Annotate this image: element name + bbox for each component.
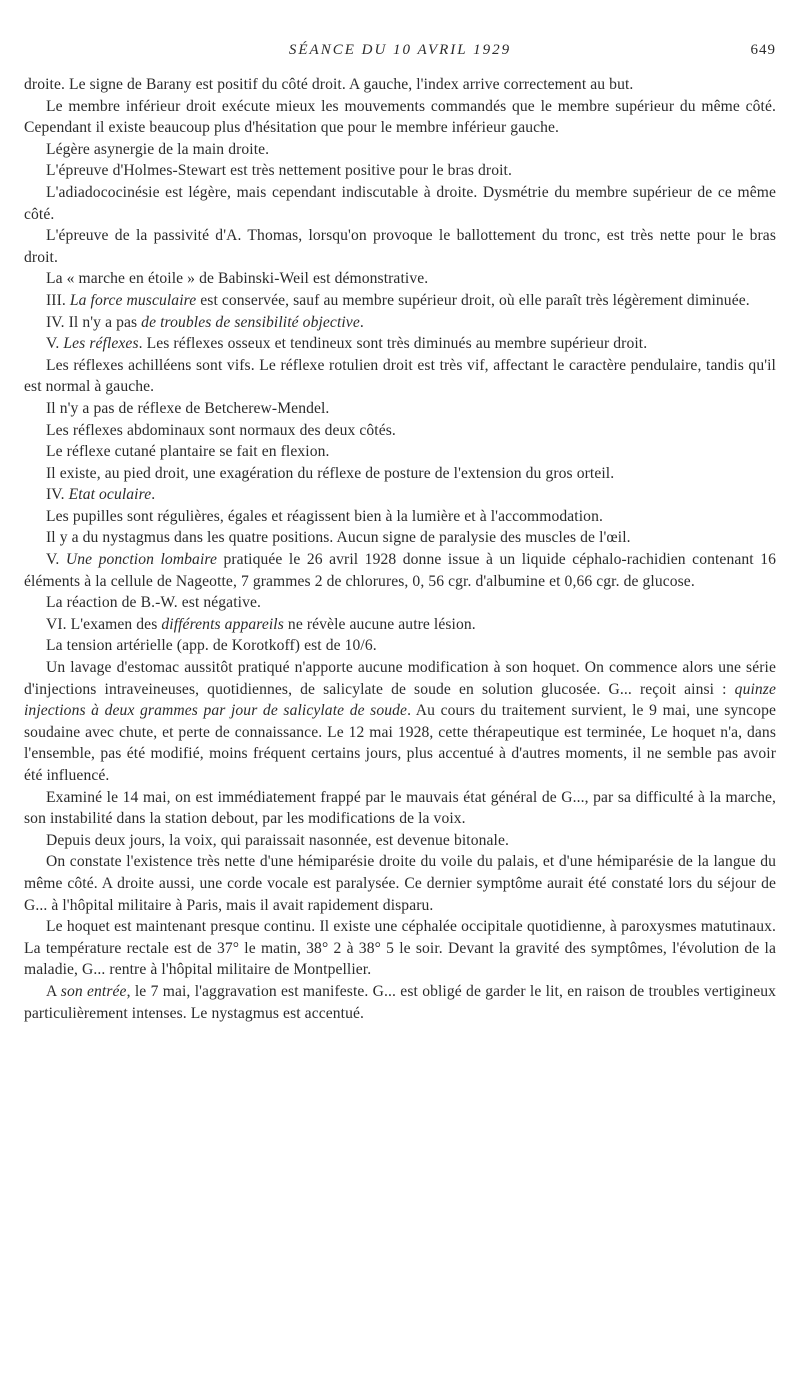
italic-text: de troubles de sensibilité objective: [141, 313, 360, 331]
italic-text: quinze injections à deux grammes par jour de salicylate de soude: [24, 680, 776, 720]
text-run: Le hoquet est maintenant presque continu. Il existe une céphalée occipitale quotidienne, à paroxysmes matutinaux. La température rectale est de 37° le matin, 38° 2 à 38° 5 le soir. Devant la gravité des symptômes, l'évolution de la maladie, G... rentre à l'hôpital militaire de Montpellier.: [24, 918, 776, 979]
paragraph: [24, 549, 776, 592]
paragraph: [24, 830, 776, 852]
paragraph: [24, 981, 776, 1024]
text-run: pratiquée le 26 avril 1928 donne issue à un liquide céphalo-rachidien contenant 16 éléments à la cellule de Nageotte, 7 grammes 2 de chlorures, 0, 56 cgr. d'albumine et 0,66 cgr. de glucose.: [24, 551, 776, 590]
paragraph: [24, 614, 776, 636]
text-run: Un lavage d'estomac aussitôt pratiqué n'apporte aucune modification à son hoquet. On commence alors une série d'injections intraveineuses, quotidiennes, de salicylate de soude en solution glucosée. G... reçoit ainsi :: [24, 659, 776, 698]
text-run: Le réflexe cutané plantaire se fait en flexion.: [46, 443, 330, 461]
text-run: La réaction de B.-W. est négative.: [46, 594, 261, 612]
paragraph: [24, 139, 776, 161]
text-run: .: [359, 313, 364, 331]
text-run: IV. Il n'y a pas: [46, 313, 142, 331]
italic-text: Etat oculaire: [68, 486, 152, 504]
text-run: L'épreuve d'Holmes-Stewart est très nettement positive pour le bras droit.: [46, 162, 512, 180]
paragraph: [24, 527, 776, 549]
text-run: Les réflexes achilléens sont vifs. Le réflexe rotulien droit est très vif, affectant le caractère pendulaire, tandis qu'il est normal à gauche.: [24, 356, 776, 396]
paragraph: [24, 441, 776, 463]
page-number: 649: [750, 42, 776, 58]
text-run: droite. Le signe de Barany est positif du côté droit. A gauche, l'index arrive correctement au but.: [24, 76, 634, 93]
text-run: La tension artérielle (app. de Korotkoff) est de 10/6.: [46, 637, 377, 655]
text-run: Depuis deux jours, la voix, qui paraissait nasonnée, est devenue bitonale.: [46, 831, 509, 849]
text-run: .: [151, 486, 156, 504]
text-run: L'adiadococinésie est légère, mais cependant indiscutable à droite. Dysmétrie du membre supérieur de ce même côté.: [24, 183, 776, 223]
italic-text: La force musculaire: [69, 291, 197, 309]
text-run: . Au cours du traitement survient, le 9 mai, une syncope soudaine avec chute, et perte de connaissance. Le 12 mai 1928, cette thérapeutique est terminée, Le hoquet n'a, dans l'ensemble, pas été modifié, moins fréquent certains jours, plus accentué à d'autres moments, il ne semble pas avoir été influencé.: [24, 702, 776, 784]
paragraph: [24, 355, 776, 398]
text-run: Il y a du nystagmus dans les quatre positions. Aucun signe de paralysie des muscles de l'œil.: [46, 529, 631, 547]
paragraph: [24, 484, 776, 506]
italic-text: Les réflexes: [63, 335, 139, 353]
paragraph: [24, 635, 776, 657]
italic-text: Une ponction lombaire: [65, 551, 217, 569]
paragraph: [24, 290, 776, 312]
text-run: , le 7 mai, l'aggravation est manifeste. G... est obligé de garder le lit, en raison de troubles vertigineux particulièrement intenses. Le nystagmus est accentué.: [24, 982, 777, 1022]
paragraph: [24, 916, 776, 981]
text-run: est conservée, sauf au membre supérieur droit, où elle paraît très légèrement diminuée.: [196, 291, 750, 309]
text-run: Les pupilles sont régulières, égales et réagissent bien à la lumière et à l'accommodation.: [46, 507, 603, 525]
paragraph: [24, 312, 776, 334]
text-run: Il existe, au pied droit, une exagération du réflexe de posture de l'extension du gros orteil.: [46, 464, 615, 482]
text-run: La « marche en étoile » de Babinski-Weil est démonstrative.: [46, 270, 429, 288]
paragraph: [24, 268, 776, 290]
text-run: On constate l'existence très nette d'une hémiparésie droite du voile du palais, et d'une hémiparésie de la langue du même côté. A droite aussi, une corde vocale est paralysée. Ce dernier symptôme aurait été constaté lors du séjour de G... à l'hôpital militaire à Paris, mais il avait rapidement disparu.: [24, 853, 776, 914]
running-header: [24, 42, 776, 62]
paragraph: [24, 420, 776, 442]
paragraph: [24, 398, 776, 420]
article-body: [24, 74, 776, 1024]
text-run: Il n'y a pas de réflexe de Betcherew-Mendel.: [46, 399, 330, 417]
paragraph: [24, 74, 776, 96]
text-run: Légère asynergie de la main droite.: [46, 140, 270, 158]
paragraph: [24, 787, 776, 830]
italic-text: son entrée: [60, 982, 127, 1000]
running-title: SÉANCE DU 10 AVRIL 1929: [288, 42, 512, 58]
paragraph: [24, 96, 776, 139]
text-run: ne révèle aucune autre lésion.: [283, 615, 476, 633]
text-run: IV.: [46, 486, 69, 504]
text-run: L'épreuve de la passivité d'A. Thomas, lorsqu'on provoque le ballottement du tronc, est très nette pour le bras droit.: [24, 227, 776, 266]
text-run: A: [46, 982, 61, 1000]
paragraph: [24, 851, 776, 916]
paragraph: [24, 657, 776, 787]
paragraph: [24, 182, 776, 225]
paragraph: [24, 333, 776, 355]
italic-text: différents appareils: [161, 615, 284, 633]
text-run: Les réflexes abdominaux sont normaux des deux côtés.: [46, 421, 396, 439]
paragraph: [24, 463, 776, 485]
paragraph: [24, 506, 776, 528]
text-run: V.: [46, 551, 66, 569]
text-run: III.: [46, 291, 70, 309]
paragraph: [24, 225, 776, 268]
text-run: VI. L'examen des: [46, 615, 162, 633]
paragraph: [24, 160, 776, 182]
text-run: V.: [46, 335, 64, 353]
text-run: Examiné le 14 mai, on est immédiatement frappé par le mauvais état général de G..., par sa difficulté à la marche, son instabilité dans la station debout, par les modifications de la voix.: [24, 788, 776, 828]
paragraph: [24, 592, 776, 614]
text-run: Le membre inférieur droit exécute mieux les mouvements commandés que le membre supérieur du même côté. Cependant il existe beaucoup plus d'hésitation que pour le membre inférieur gauche.: [24, 97, 776, 137]
text-run: . Les réflexes osseux et tendineux sont très diminués au membre supérieur droit.: [138, 335, 648, 353]
